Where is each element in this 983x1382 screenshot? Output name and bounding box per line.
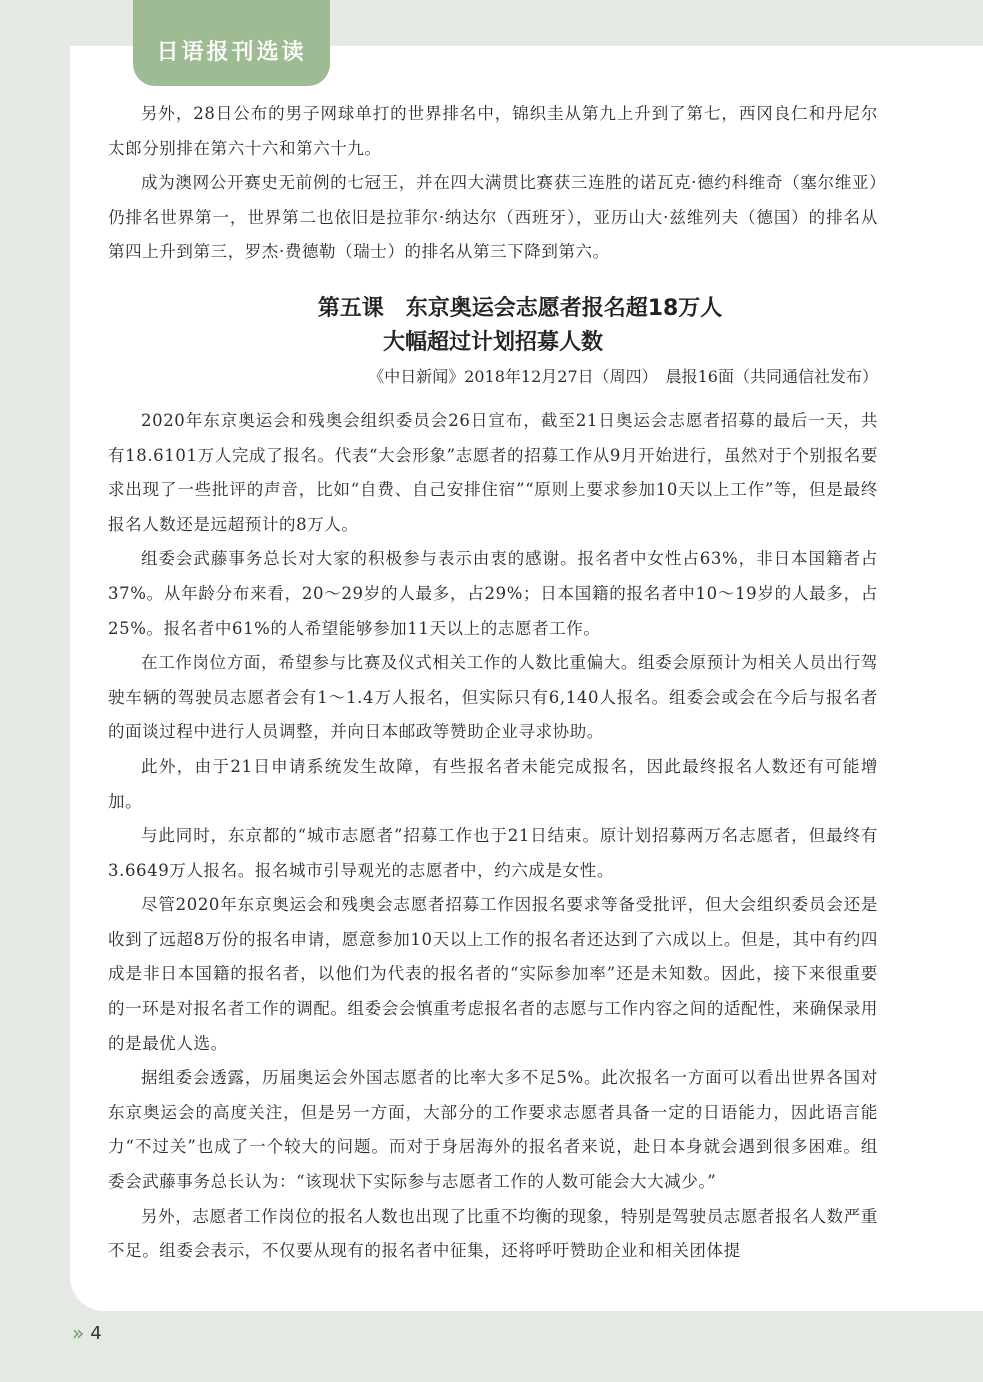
body-paragraph: 在工作岗位方面，希望参与比赛及仪式相关工作的人数比重偏大。组委会原预计为相关人员出行驾驶车辆的驾驶员志愿者会有1～1.4万人报名，但实际只有6,140人报名。组委会或会在今后与报名者的面谈过程中进行人员调整，并向日本邮政等赞助企业寻求协助。 xyxy=(108,653,878,742)
lesson-title xyxy=(108,292,878,360)
body-paragraph: 与此同时，东京都的“城市志愿者”招募工作也于21日结束。原计划招募两万名志愿者，但最终有3.6649万人报名。报名城市引导观光的志愿者中，约六成是女性。 xyxy=(108,826,878,880)
source-citation: 《中日新闻》2018年12月27日（周四） 晨报16面（共同通信社发布） xyxy=(368,366,878,386)
body-paragraph: 组委会武藤事务总长对大家的积极参与表示由衷的感谢。报名者中女性占63%，非日本国籍者占37%。从年龄分布来看，20～29岁的人最多，占29%；日本国籍的报名者中10～19岁的人最多，占25%。报名者中61%的人希望能够参加11天以上的志愿者工作。 xyxy=(108,549,878,638)
article-content xyxy=(108,97,878,1269)
lesson-title-line-2: 大幅超过计划招募人数 xyxy=(382,329,603,355)
page-number: 4 xyxy=(90,1322,102,1344)
book-title-tab: 日语报刊选读 xyxy=(133,0,330,86)
lesson-title-line-1: 第五课 东京奥运会志愿者报名超18万人 xyxy=(317,295,723,321)
body-paragraph: 尽管2020年东京奥运会和残奥会志愿者招募工作因报名要求等备受批评，但大会组织委员会还是收到了远超8万份的报名申请，愿意参加10天以上工作的报名者还达到了六成以上。但是，其中有约四成是非日本国籍的报名者，以他们为代表的报名者的“实际参加率”还是未知数。因此，接下来很重要的一环是对报名者工作的调配。组委会会慎重考虑报名者的志愿与工作内容之间的适配性，来确保录用的是最优人选。 xyxy=(108,895,878,1053)
double-chevron-right-icon: » xyxy=(72,1321,79,1345)
body-paragraph: 此外，由于21日申请系统发生故障，有些报名者未能完成报名，因此最终报名人数还有可能增加。 xyxy=(108,756,878,811)
page-footer xyxy=(72,1321,102,1345)
intro-paragraph: 成为澳网公开赛史无前例的七冠王，并在四大满贯比赛获三连胜的诺瓦克·德约科维奇（塞尔维亚）仍排名世界第一，世界第二也依旧是拉菲尔·纳达尔（西班牙），亚历山大·兹维列夫（德国）的排名从第四上升到第三，罗杰·费德勒（瑞士）的排名从第三下降到第六。 xyxy=(108,173,878,262)
body-paragraph: 另外，志愿者工作岗位的报名人数也出现了比重不均衡的现象，特别是驾驶员志愿者报名人数严重不足。组委会表示，不仅要从现有的报名者中征集，还将呼吁赞助企业和相关团体提 xyxy=(108,1206,878,1261)
intro-paragraph: 另外，28日公布的男子网球单打的世界排名中，锦织圭从第九上升到了第七，西冈良仁和丹尼尔太郎分别排在第六十六和第六十九。 xyxy=(108,104,878,158)
body-paragraph: 据组委会透露，历届奥运会外国志愿者的比率大多不足5%。此次报名一方面可以看出世界各国对东京奥运会的高度关注，但是另一方面，大部分的工作要求志愿者具备一定的日语能力，因此语言能力“不过关”也成了一个较大的问题。而对于身居海外的报名者来说，赴日本身就会遇到很多困难。组委会武藤事务总长认为：“该现状下实际参与志愿者工作的人数可能会大大减少。” xyxy=(108,1068,878,1192)
body-paragraph: 2020年东京奥运会和残奥会组织委员会26日宣布，截至21日奥运会志愿者招募的最后一天，共有18.6101万人完成了报名。代表“大会形象”志愿者的招募工作从9月开始进行，虽然对于个别报名要求出现了一些批评的声音，比如“自费、自己安排住宿”“原则上要求参加10天以上工作”等，但是最终报名人数还是远超预计的8万人。 xyxy=(108,410,878,534)
